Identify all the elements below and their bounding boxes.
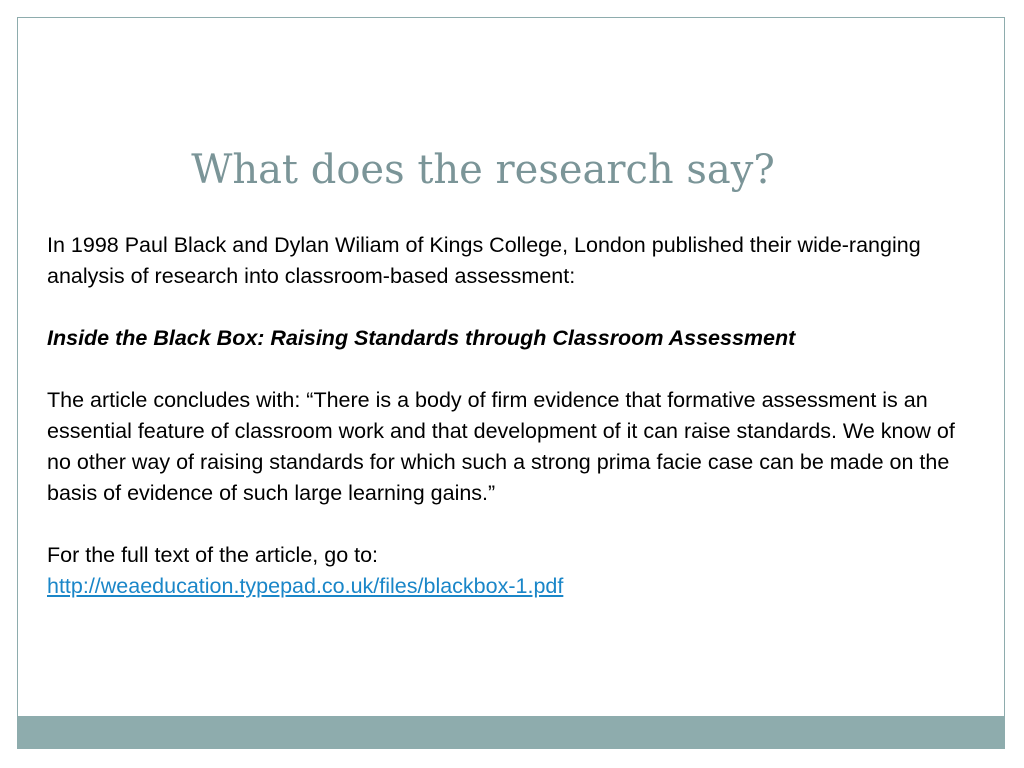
link-intro: For the full text of the article, go to: [47, 543, 379, 567]
quote-paragraph: The article concludes with: “There is a body of firm evidence that formative assessment is an essential feature of classroom work and that development of it can raise standards. We know of no other way of raising standards for which such a strong prima facie case can be made on the basis of evidence of such large learning gains.” [47, 388, 955, 505]
spacer [47, 354, 982, 385]
article-link[interactable]: http://weaeducation.typepad.co.uk/files/blackbox-1.pdf [47, 574, 564, 598]
book-title: Inside the Black Box: Raising Standards through Classroom Assessment [47, 326, 796, 350]
intro-paragraph: In 1998 Paul Black and Dylan Wiliam of Kings College, London published their wide-ranging analysis of research into classroom-based assessment: [47, 233, 921, 288]
slide-title: What does the research say? [191, 147, 775, 193]
spacer [47, 509, 982, 540]
footer-bar [17, 716, 1005, 749]
link-line [47, 571, 982, 602]
slide-body [47, 230, 982, 602]
spacer [47, 292, 982, 323]
